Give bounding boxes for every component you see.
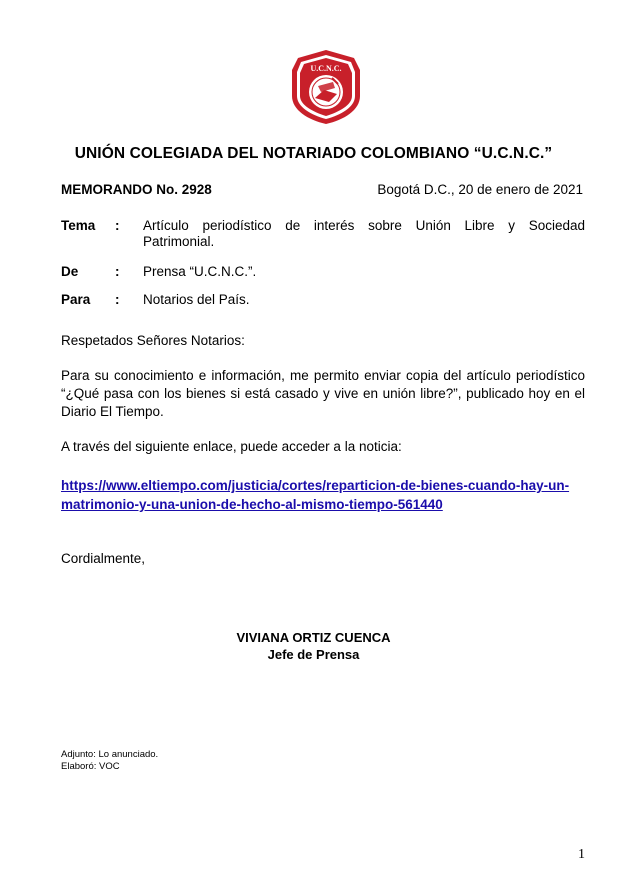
de-label: De xyxy=(61,264,79,279)
paragraph-1-line1: Para su conocimiento e información, me permito enviar copia del artículo periodístico xyxy=(61,368,585,383)
tema-colon: : xyxy=(115,218,120,233)
memo-date: Bogotá D.C., 20 de enero de 2021 xyxy=(377,182,583,197)
paragraph-1 xyxy=(61,367,585,421)
closing: Cordialmente, xyxy=(61,551,146,566)
article-link-line2[interactable]: matrimonio-y-una-union-de-hecho-al-mismo-tiempo-561440 xyxy=(61,497,443,512)
de-colon: : xyxy=(115,264,120,279)
page-number: 1 xyxy=(578,847,585,862)
tema-value-line1: Artículo periodístico de interés sobre Unión Libre y Sociedad xyxy=(143,218,585,233)
paragraph-2: A través del siguiente enlace, puede acceder a la noticia: xyxy=(61,439,402,454)
logo-text: U.C.N.C. xyxy=(310,64,342,73)
para-colon: : xyxy=(115,292,120,307)
tema-value-line2: Patrimonial. xyxy=(143,234,215,249)
article-link[interactable] xyxy=(61,476,585,514)
signer-name: VIVIANA ORTIZ CUENCA xyxy=(236,630,391,645)
elaboro-note: Elaboró: VOC xyxy=(61,761,120,772)
memo-header-line xyxy=(61,182,583,197)
signer-title: Jefe de Prensa xyxy=(267,647,360,662)
para-label: Para xyxy=(61,292,91,307)
paragraph-1-line3: Diario El Tiempo. xyxy=(61,404,164,419)
org-title: UNIÓN COLEGIADA DEL NOTARIADO COLOMBIANO “U.C.N.C.” xyxy=(74,145,553,162)
field-para xyxy=(61,292,585,308)
ucnc-logo-icon xyxy=(288,48,364,126)
greeting: Respetados Señores Notarios: xyxy=(61,333,245,348)
de-value: Prensa “U.C.N.C.”. xyxy=(143,264,257,279)
memo-number: MEMORANDO No. 2928 xyxy=(61,182,212,197)
para-value: Notarios del País. xyxy=(143,292,250,307)
tema-label: Tema xyxy=(61,218,96,233)
adjunto-note: Adjunto: Lo anunciado. xyxy=(61,749,159,760)
field-tema xyxy=(61,218,585,250)
paragraph-1-line2: “¿Qué pasa con los bienes si está casado y vive en unión libre?”, publicado hoy en el xyxy=(61,386,585,401)
article-link-line1[interactable]: https://www.eltiempo.com/justicia/cortes/reparticion-de-bienes-cuando-hay-un- xyxy=(61,478,570,493)
field-de xyxy=(61,264,585,280)
